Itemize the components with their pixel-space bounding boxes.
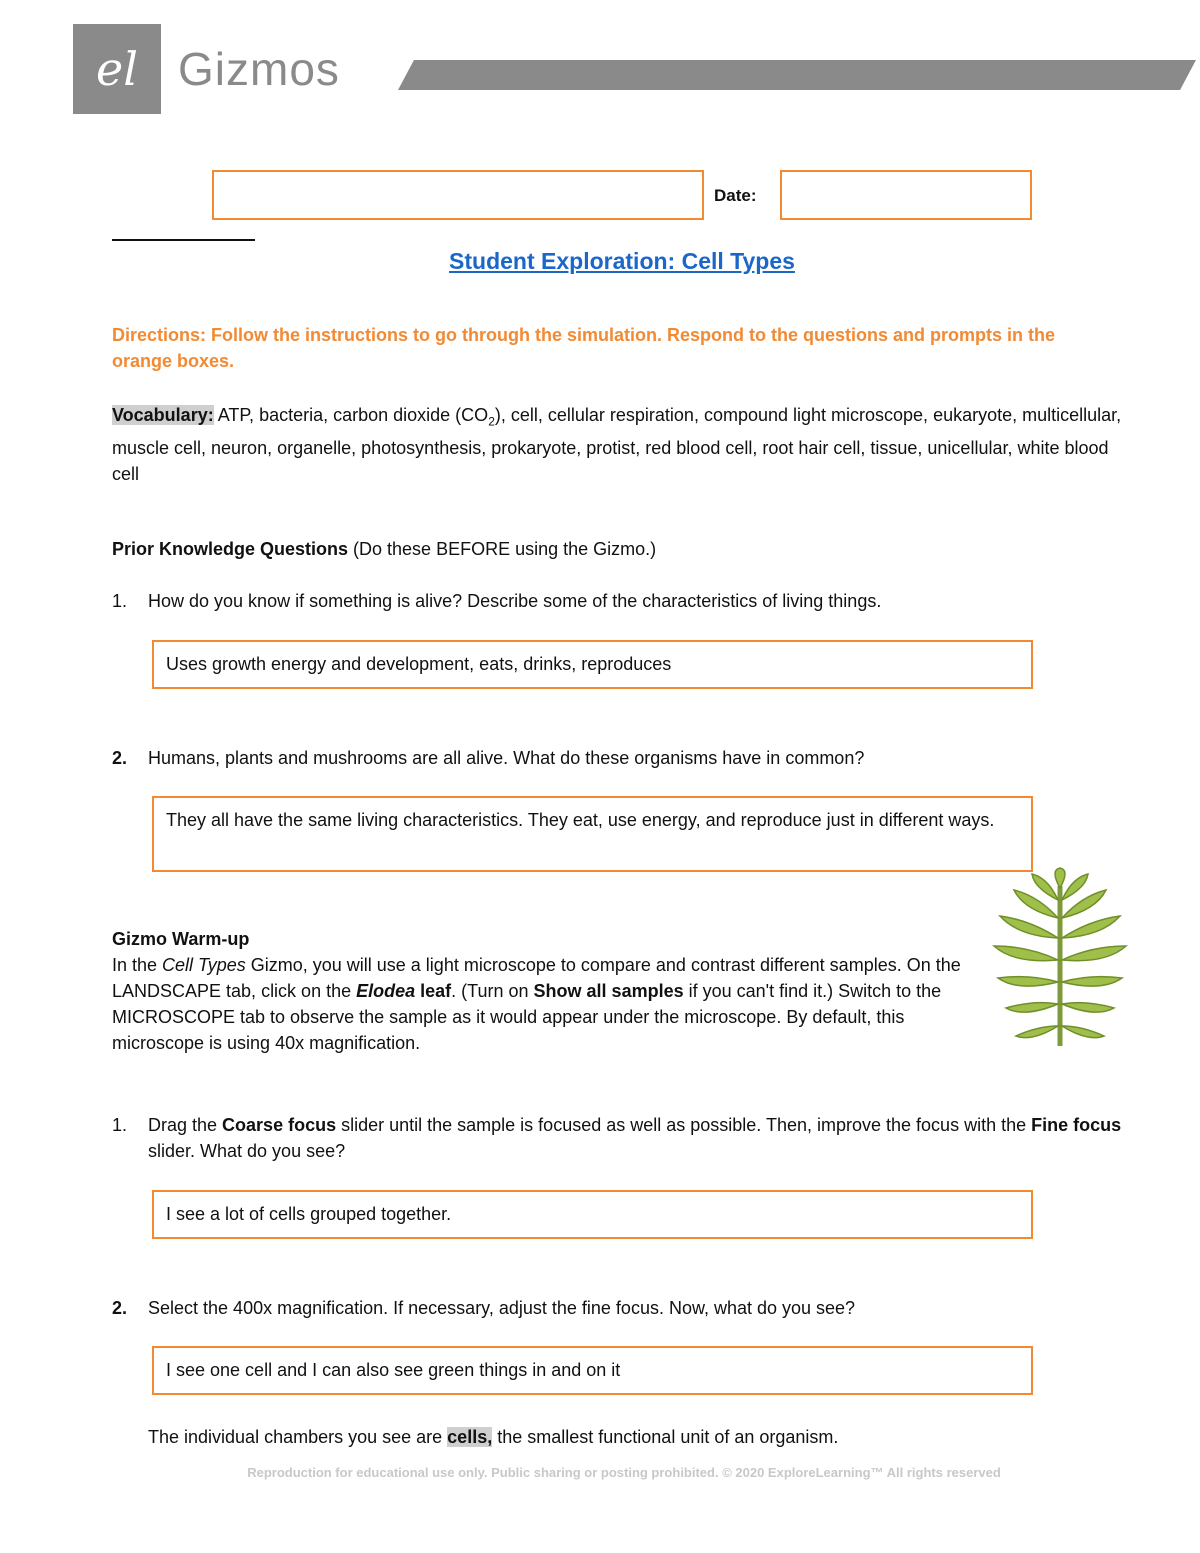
prior-answer-2[interactable]: They all have the same living characteristics. They eat, use energy, and reproduce just in different ways. <box>152 796 1033 872</box>
elodea-plant-icon <box>990 866 1130 1048</box>
explorelearning-logo: el <box>96 42 138 96</box>
warmup-text: if you can't find it.) Switch to the MICROSCOPE tab to observe the sample as it would appear under the microscope. By default, this microscope is using 40x magnification. <box>112 981 942 1053</box>
vocabulary-text: ATP, bacteria, carbon dioxide (CO <box>213 405 489 425</box>
warmup-answer-1[interactable]: I see a lot of cells grouped together. <box>152 1190 1033 1239</box>
vocabulary-label: Vocabulary: <box>112 405 214 425</box>
question-number: 2. <box>112 748 128 768</box>
name-underline <box>112 239 255 241</box>
warmup-leaf: leaf <box>415 981 452 1001</box>
prior-knowledge-heading <box>112 536 656 562</box>
vocabulary-text-rest: ), cell, cellular respiration, compound light microscope, eukaryote, multicellular, muscle cell, neuron, organelle, photosynthesis, prokaryote, protist, red blood cell, root hair cell, tissue, unicellular, white blood cell <box>112 405 1122 484</box>
prior-knowledge-note: (Do these BEFORE using the Gizmo.) <box>348 539 657 559</box>
question-text: Humans, plants and mushrooms are all alive. What do these organisms have in common? <box>148 748 865 768</box>
directions: Directions: Follow the instructions to go through the simulation. Respond to the questions and prompts in the orange boxes. <box>112 325 1055 371</box>
name-field[interactable] <box>212 170 704 220</box>
question-text: Select the 400x magnification. If necessary, adjust the fine focus. Now, what do you see? <box>148 1298 856 1318</box>
question-text: How do you know if something is alive? Describe some of the characteristics of living things. <box>148 591 882 611</box>
question-number: 2. <box>112 1298 128 1318</box>
vocabulary-subscript: 2 <box>488 414 495 429</box>
warmup-show-all: Show all samples <box>533 981 684 1001</box>
warmup-cell-types: Cell Types <box>162 955 246 975</box>
cells-definition: The individual chambers you see are cells, the smallest functional unit of an organism. <box>148 1427 839 1447</box>
warmup-heading: Gizmo Warm-up <box>112 929 250 949</box>
prior-answer-1[interactable]: Uses growth energy and development, eats, drinks, reproduces <box>152 640 1033 689</box>
vocabulary-paragraph <box>112 402 1132 487</box>
question-number: 1. <box>112 1115 128 1135</box>
footer-copyright: Reproduction for educational use only. Public sharing or posting prohibited. © 2020 ExploreLearning™ All rights reserved <box>247 1465 1001 1480</box>
date-label: Date: <box>714 186 757 205</box>
warmup-text: Gizmo, you will use a light microscope to compare and contrast different samples. On the LANDSCAPE tab, click on the <box>112 955 961 1001</box>
header-bar <box>398 60 1196 90</box>
warmup-text: . (Turn on <box>451 981 534 1001</box>
question-text: Drag the Coarse focus slider until the sample is focused as well as possible. Then, improve the focus with the Fine focus slider. What do you see? <box>148 1115 1122 1161</box>
warmup-elodea: Elodea <box>356 981 416 1001</box>
warmup-answer-2[interactable]: I see one cell and I can also see green things in and on it <box>152 1346 1033 1395</box>
warmup-text: In the <box>112 955 163 975</box>
cells-highlight: cells, <box>447 1427 493 1447</box>
date-field[interactable] <box>780 170 1032 220</box>
question-number: 1. <box>112 591 128 611</box>
page-title: Student Exploration: Cell Types <box>449 248 795 274</box>
prior-knowledge-title: Prior Knowledge Questions <box>112 539 349 559</box>
brand-title: Gizmos <box>178 43 340 95</box>
warmup-paragraph <box>112 952 992 1056</box>
